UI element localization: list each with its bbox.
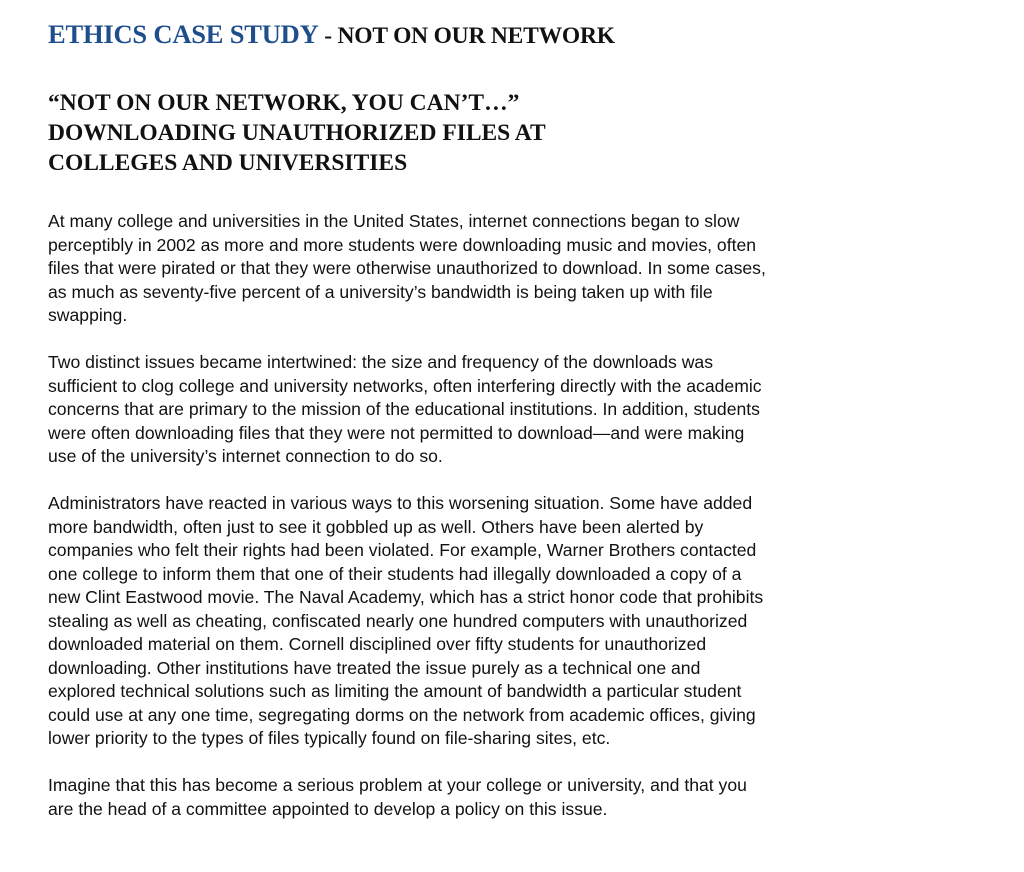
text-line: more bandwidth, often just to see it gobbled up as well. Others have been alerted by: [48, 516, 704, 537]
subtitle-line: COLLEGES AND UNIVERSITIES: [48, 150, 408, 176]
text-line: At many college and universities in the United States, internet connections began to slow: [48, 211, 740, 231]
title-accent-text: ETHICS CASE STUDY: [48, 19, 319, 49]
text-line: could use at any one time, segregating dorms on the network from academic offices, giving: [48, 704, 756, 725]
text-line: perceptibly in 2002 as more and more students were downloading music and movies, often: [48, 234, 757, 255]
text-line: companies who felt their rights had been violated. For example, Warner Brothers contacted: [48, 540, 757, 560]
text-line: downloading. Other institutions have treated the issue purely as a technical one and: [48, 657, 701, 678]
text-line: stealing as well as cheating, confiscated nearly one hundred computers with unauthorized: [48, 610, 748, 631]
document-page: [48, 18, 1008, 845]
paragraph-issues: [48, 351, 1008, 469]
title-separator: -: [318, 23, 338, 49]
page-title: [48, 18, 628, 52]
text-line: swapping.: [48, 305, 128, 325]
text-line: lower priority to the types of files typically found on file-sharing sites, etc.: [48, 728, 611, 748]
title-rest-text: NOT ON OUR NETWORK: [337, 23, 615, 49]
text-line: Administrators have reacted in various ways to this worsening situation. Some have added: [48, 493, 753, 513]
text-line: are the head of a committee appointed to develop a policy on this issue.: [48, 798, 608, 819]
text-line: downloaded material on them. Cornell disciplined over fifty students for unauthorized: [48, 634, 707, 654]
text-line: one college to inform them that one of their students had illegally downloaded a copy of a: [48, 563, 742, 584]
case-subtitle: [48, 88, 708, 178]
text-line: new Clint Eastwood movie. The Naval Academy, which has a strict honor code that prohibits: [48, 587, 764, 607]
paragraph-prompt: [48, 774, 1008, 821]
text-line: as much as seventy-five percent of a university’s bandwidth is being taken up with file: [48, 281, 713, 302]
paragraph-intro: [48, 210, 1008, 328]
text-line: were often downloading files that they were not permitted to download—and were making: [48, 422, 745, 443]
case-body: [48, 210, 1008, 821]
text-line: sufficient to clog college and university networks, often interfering directly with the academic: [48, 375, 762, 396]
text-line: use of the university’s internet connection to do so.: [48, 446, 443, 466]
subtitle-line: DOWNLOADING UNAUTHORIZED FILES AT: [48, 120, 546, 146]
text-line: explored technical solutions such as limiting the amount of bandwidth a particular student: [48, 681, 742, 701]
subtitle-line: “NOT ON OUR NETWORK, YOU CAN’T…”: [48, 90, 520, 116]
text-line: concerns that are primary to the mission of the educational institutions. In addition, students: [48, 399, 760, 419]
text-line: files that were pirated or that they were otherwise unauthorized to download. In some cases,: [48, 258, 766, 278]
text-line: Two distinct issues became intertwined: the size and frequency of the downloads was: [48, 352, 714, 372]
text-line: Imagine that this has become a serious problem at your college or university, and that you: [48, 775, 747, 795]
paragraph-administrators: [48, 492, 1008, 751]
